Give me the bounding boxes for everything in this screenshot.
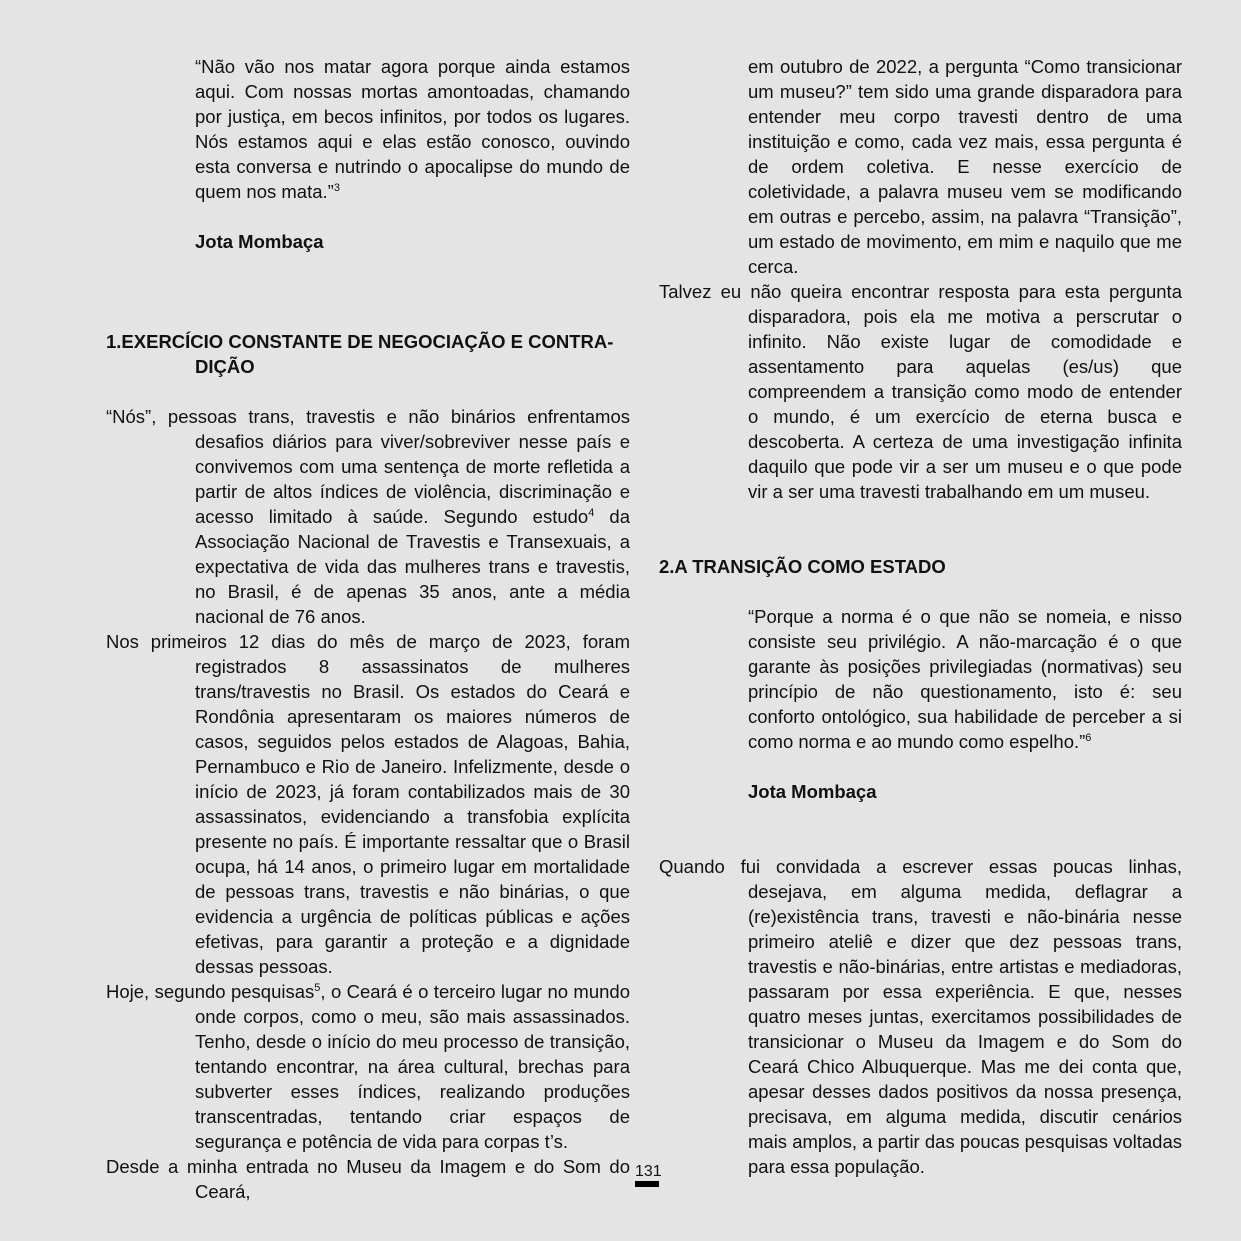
paragraph-continuation: em outubro de 2022, a pergunta “Como transicionar um museu?” tem sido uma grande disparadora para entender meu corpo travesti dentro de uma instituição e como, cada vez mais, essa pergunta é de ordem coletiva. E nesse exercício de coletividade, a palavra museu vem se modificando em outras e percebo, assim, na palavra “Transição”, um estado de movimento, em mim e naquilo que me cerca.	[748, 56, 1182, 277]
paragraph: “Nós”, pessoas trans, travestis e não binários enfrentamos desafios diários para viver/sobreviver nesse país e convivemos com uma sentença de morte refletida a partir de altos índices de violência, discriminação e acesso limitado à saúde. Segundo estudo$^4$ da Associação Nacional de Travestis e Transexuais, a expectativa de vida das mulheres trans e travestis, no Brasil, é de apenas 35 anos, ante a média nacional de 76 anos.	[106, 406, 631, 627]
footnote-ref: 5	[314, 981, 321, 994]
epigraph-author: Jota Mombaça	[195, 231, 324, 252]
section-heading: 1.EXERCÍCIO CONSTANTE DE NEGOCIAÇÃO E CONTRA-DIÇÃO	[106, 331, 614, 377]
right-column	[659, 54, 1182, 1179]
section-heading: 2.A TRANSIÇÃO COMO ESTADO	[659, 556, 946, 577]
epigraph-quote: “Porque a norma é o que não se nomeia, e nisso consiste seu privilégio. A não-marcação é o que garante às posições privilegiadas (normativas) seu princípio de não questionamento, isto é: seu conforto ontológico, sua habilidade de perceber a si como norma e ao mundo como espelho.”$^6$	[748, 606, 1182, 752]
epigraph-author: Jota Mombaça	[748, 781, 877, 802]
page-number: 131	[635, 1163, 659, 1187]
paragraph: Quando fui convidada a escrever essas poucas linhas, desejava, em alguma medida, deflagrar a (re)existência trans, travesti e não-binária nesse primeiro ateliê e dizer que dez pessoas trans, travestis e não-binárias, entre artistas e mediadoras, passaram por essa experiência. E que, nesses quatro meses juntas, exercitamos possibilidades de transicionar o Museu da Imagem e do Som do Ceará Chico Albuquerque. Mas me dei conta que, apesar desses dados positivos da nossa presença, precisava, em alguma medida, discutir cenários mais amplos, a partir das poucas pesquisas voltadas para essa população.	[659, 856, 1182, 1177]
paragraph: Talvez eu não queira encontrar resposta para esta pergunta disparadora, pois ela me motiva a perscrutar o infinito. Não existe lugar de comodidade e assentamento para aquelas (es/us) que compreendem a transição como modo de entender o mundo, é um exercício de eterna busca e descoberta. A certeza de uma investigação infinita daquilo que pode vir a ser um museu e o que pode vir a ser uma travesti trabalhando em um museu.	[659, 281, 1182, 502]
paragraph-start: Desde a minha entrada no Museu da Imagem e do Som do Ceará,	[106, 1156, 630, 1202]
paragraph: Nos primeiros 12 dias do mês de março de 2023, foram registrados 8 assassinatos de mulheres trans/travestis no Brasil. Os estados do Ceará e Rondônia apresentaram os maiores números de casos, seguidos pelos estados de Alagoas, Bahia, Pernambuco e Rio de Janeiro. Infelizmente, desde o início de 2023, já foram contabilizados mais de 30 assassinatos, evidenciando a transfobia explícita presente no país. É importante ressaltar que o Brasil ocupa, há 14 anos, o primeiro lugar em mortalidade de pessoas trans, travestis e não binárias, o que evidencia a urgência de políticas públicas e ações efetivas, para garantir a proteção e a dignidade dessas pessoas.	[106, 631, 630, 977]
footnote-ref: 6	[1085, 731, 1092, 744]
epigraph-quote: “Não vão nos matar agora porque ainda estamos aqui. Com nossas mortas amontoadas, chamando por justiça, em becos infinitos, por todos os lugares. Nós estamos aqui e elas estão conosco, ouvindo esta conversa e nutrindo o apocalipse do mundo de quem nos mata.”$^3$	[195, 56, 630, 202]
footnote-ref: 4	[588, 506, 595, 519]
left-column	[106, 54, 630, 1204]
paragraph: Hoje, segundo pesquisas$^5$, o Ceará é o terceiro lugar no mundo onde corpos, como o meu, são mais assassinados. Tenho, desde o início do meu processo de transição, tentando encontrar, na área cultural, brechas para subverter esses índices, realizando produções transcentradas, tentando criar espaços de segurança e potência de vida para corpas t’s.	[106, 981, 630, 1152]
footnote-ref: 3	[333, 181, 340, 194]
